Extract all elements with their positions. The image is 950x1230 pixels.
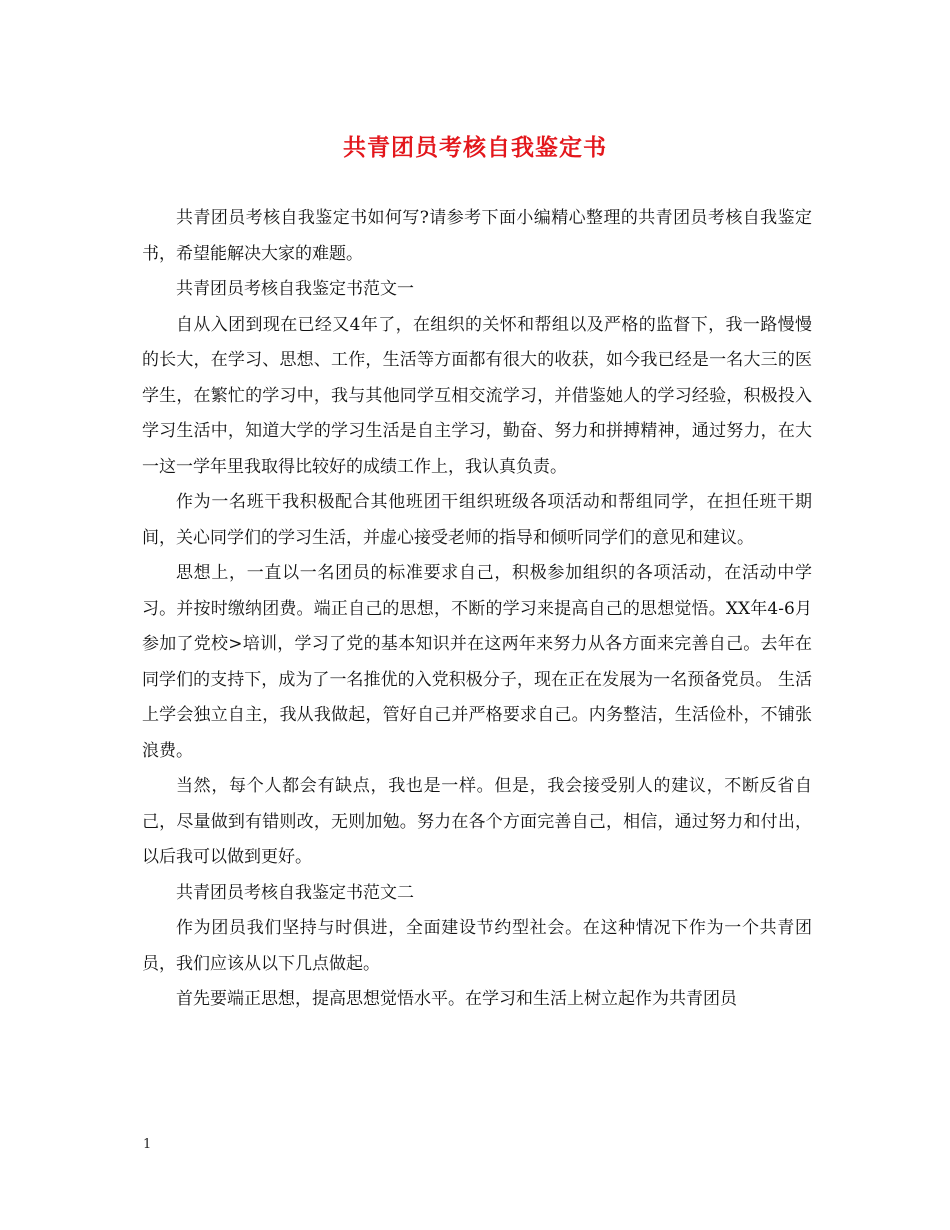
- body-paragraph: 自从入团到现在已经又4年了，在组织的关怀和帮组以及严格的监督下，我一路慢慢的长大，在学习、思想、工作，生活等方面都有很大的收获，如今我已经是一名大三的医学生，在繁忙的学习中，我与其他同学互相交流学习，并借鉴她人的学习经验，积极投入学习生活中，知道大学的学习生活是自主学习，勤奋、努力和拼搏精神，通过努力，在大一这一学年里我取得比较好的成绩工作上，我认真负责。: [142, 314, 812, 477]
- body-paragraph: 作为一名班干我积极配合其他班团干组织班级各项活动和帮组同学，在担任班干期间，关心同学们的学习生活，并虚心接受老师的指导和倾听同学们的意见和建议。: [142, 492, 812, 548]
- body-paragraph: 首先要端正思想，提高思想觉悟水平。在学习和生活上树立起作为共青团员: [176, 989, 737, 1009]
- intro-paragraph: 共青团员考核自我鉴定书如何写?请参考下面小编精心整理的共青团员考核自我鉴定书，希望能解决大家的难题。: [142, 208, 812, 264]
- page-number: 1: [143, 1137, 152, 1152]
- section-heading-sample-two: 共青团员考核自我鉴定书范文二: [176, 882, 414, 903]
- body-paragraph: 思想上，一直以一名团员的标准要求自己，积极参加组织的各项活动，在活动中学习。并按时缴纳团费。端正自己的思想，不断的学习来提高自己的思想觉悟。XX年4-6月参加了党校>培训，学习了党的基本知识并在这两年来努力从各方面来完善自己。去年在同学们的支持下，成为了一名推优的入党积极分子，现在正在发展为一名预备党员。 生活上学会独立自主，我从我做起，管好自己并严格要求自己。内务整洁，生活俭朴，不铺张浪费。: [142, 563, 812, 761]
- document-body: [142, 201, 812, 1018]
- body-paragraph: 作为团员我们坚持与时俱进，全面建设节约型社会。在这种情况下作为一个共青团员，我们应该从以下几点做起。: [142, 918, 812, 974]
- section-heading-sample-one: 共青团员考核自我鉴定书范文一: [176, 279, 414, 299]
- document-title: 共青团员考核自我鉴定书: [343, 135, 607, 161]
- body-paragraph: 当然，每个人都会有缺点，我也是一样。但是，我会接受别人的建议，不断反省自己，尽量做到有错则改，无则加勉。努力在各个方面完善自己，相信，通过努力和付出，以后我可以做到更好。: [142, 776, 812, 867]
